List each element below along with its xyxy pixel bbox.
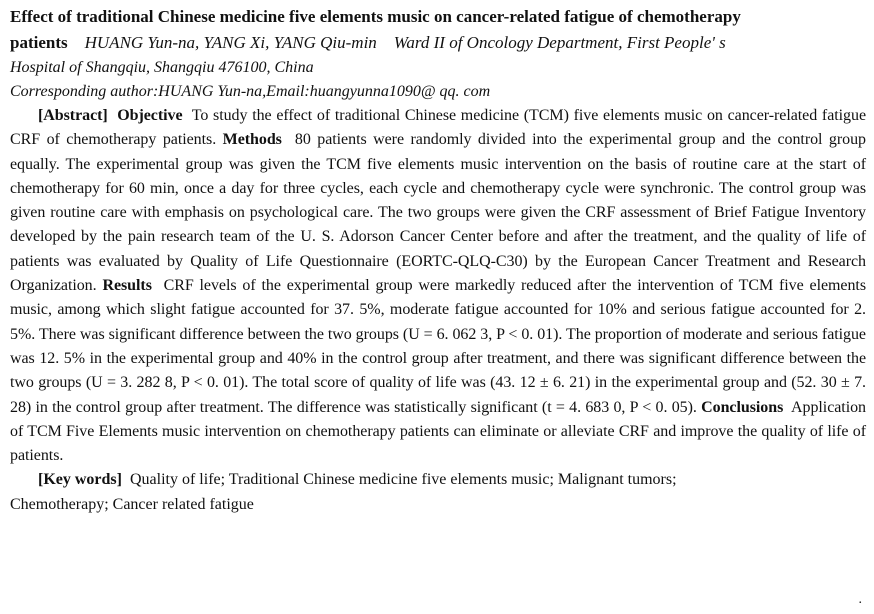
objective-label: Objective: [117, 107, 183, 124]
affiliation: Ward II of Oncology Department, First People' s: [393, 33, 726, 52]
affiliation-cont: Hospital of Shangqiu, Shangqiu 476100, China: [10, 59, 314, 76]
methods-text: 80 patients were randomly divided into the experimental group and the control group equally. The experimental group was given the TCM five elements music intervention on the basis of routine care at the start of chemotherapy for 60 min, once a day for three cycles, each cycle and chemotherapy cycle were synchronic. The control group was given routine care with emphasis on psychological care. The two groups were given the CRF assessment of Brief Fatigue Inventory developed by the pain research team of the U. S. Adorson Cancer Center before and after the treatment, and the quality of life of patients was evaluated by Quality of Life Questionnaire (EORTC-QLQ-C30) by the European Cancer Treatment and Research Organization.: [10, 131, 867, 295]
abstract-body: [10, 104, 866, 468]
title-text: Effect of traditional Chinese medicine five elements music on cancer-related fatigue of chemotherapy: [10, 7, 741, 26]
conclusions-label: Conclusions: [701, 398, 784, 416]
methods-label: Methods: [222, 131, 282, 149]
objective-text: To study the effect of traditional Chinese medicine (TCM) five elements music on cancer-related fatigue CRF of chemotherapy patients.: [10, 107, 866, 149]
footer-mark: .: [858, 592, 862, 607]
paper-title: [10, 4, 866, 56]
author-names: HUANG Yun-na, YANG Xi, YANG Qiu-min: [84, 33, 377, 52]
keywords: [10, 468, 866, 517]
keywords-label: [Key words]: [38, 471, 122, 489]
results-text: CRF levels of the experimental group were markedly reduced after the intervention of TCM five elements music, among which slight fatigue accounted for 37. 5%, moderate fatigue accounted for 10% and serious fatigue accounted for 2. 5%. There was significant difference between the two groups (U = 6. 062 3, P < 0. 01). The proportion of moderate and serious fatigue was 12. 5% in the experimental group and 40% in the control group after treatment, and there was significant difference between the two groups (U = 3. 282 8, P < 0. 01). The total score of quality of life was (43. 12 ± 6. 21) in the experimental group and (52. 30 ± 7. 28) in the control group after treatment. The difference was statistically significant (t = 4. 683 0, P < 0. 05).: [10, 277, 866, 416]
keywords-line1: Quality of life; Traditional Chinese medicine five elements music; Malignant tumors;: [129, 471, 677, 489]
abstract-label: [Abstract]: [38, 107, 108, 124]
conclusions-text: Application of TCM Five Elements music intervention on chemotherapy patients can eliminate or alleviate CRF and improve the quality of life of patients.: [10, 398, 866, 465]
keywords-line2: Chemotherapy; Cancer related fatigue: [10, 495, 254, 513]
results-label: Results: [102, 277, 152, 295]
title-text-cont: patients: [10, 33, 68, 52]
corresponding-author: Corresponding author:HUANG Yun-na,Email:huangyunna1090@ qq. com: [10, 83, 491, 100]
